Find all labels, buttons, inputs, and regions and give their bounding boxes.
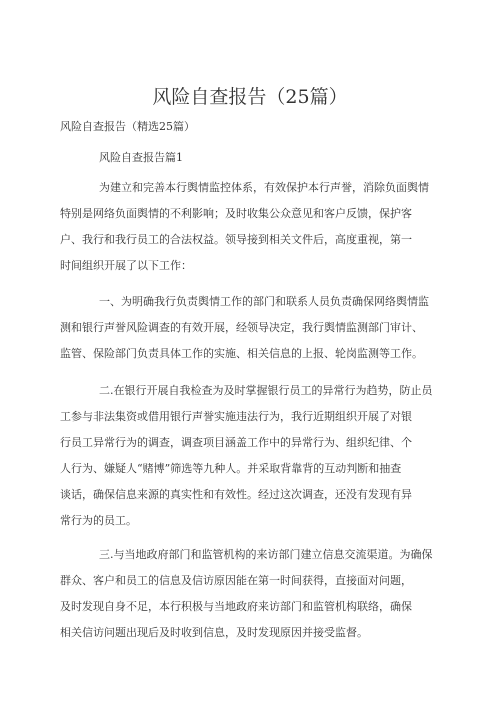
paragraph-line: 群众、客户和员工的信息及信访原因能在第一时间获得，直接面对问题， bbox=[60, 574, 412, 587]
paragraph-line: 特别是网络负面舆情的不利影响；及时收集公众意见和客户反馈，保护客 bbox=[60, 207, 412, 220]
paragraph-2 bbox=[60, 289, 440, 367]
paragraph-line: 监管、保险部门负责具体工作的实施、相关信息的上报、轮岗监测等工作。 bbox=[60, 347, 423, 360]
paragraph-line: 三.与当地政府部门和监管机构的来访部门建立信息交流渠道。为确保 bbox=[99, 548, 433, 561]
paragraph-line: 相关信访问题出现后及时收到信息，及时发现原因并接受监督。 bbox=[60, 626, 368, 639]
paragraph-line: 常行为的员工。 bbox=[60, 514, 137, 527]
section-heading: 风险自查报告篇1 bbox=[99, 151, 183, 164]
paragraph-line: 及时发现自身不足，本行积极与当地政府来访部门和监管机构联络，确保 bbox=[60, 600, 412, 613]
paragraph-line: 人行为、嫌疑人“赌博”筛选等九种人。并采取背靠背的互动判断和抽查 bbox=[60, 462, 402, 475]
paragraph-line: 行员工异常行为的调查，调查项目涵盖工作中的异常行为、组织纪律、个 bbox=[60, 436, 412, 449]
paragraph-line: 户、我行和我行员工的合法权益。领导接到相关文件后，高度重视，第一 bbox=[60, 233, 412, 246]
paragraph-line: 测和银行声誉风险调查的有效开展，经领导决定，我行舆情监测部门审计、 bbox=[60, 321, 423, 334]
paragraph-line: 工参与非法集资或借用银行声誉实施违法行为，我行近期组织开展了对银 bbox=[60, 410, 412, 423]
paragraph-4 bbox=[60, 542, 440, 646]
paragraph-line: 谈话，确保信息来源的真实性和有效性。经过这次调查，还没有发现有异 bbox=[60, 488, 412, 501]
paragraph-3 bbox=[60, 378, 440, 534]
paragraph-line: 时间组织开展了以下工作： bbox=[60, 259, 192, 272]
paragraph-line: 一、为明确我行负责舆情工作的部门和联系人员负责确保网络舆情监 bbox=[99, 295, 429, 308]
document-subtitle: 风险自查报告（精选25篇） bbox=[60, 120, 195, 133]
paragraph-line: 为建立和完善本行舆情监控体系，有效保护本行声誉，消除负面舆情 bbox=[99, 181, 429, 194]
document-title: 风险自查报告（25篇） bbox=[152, 86, 348, 108]
paragraph-1 bbox=[60, 175, 440, 279]
paragraph-line: 二.在银行开展自我检查为及时掌握银行员工的异常行为趋势，防止员 bbox=[99, 384, 433, 397]
